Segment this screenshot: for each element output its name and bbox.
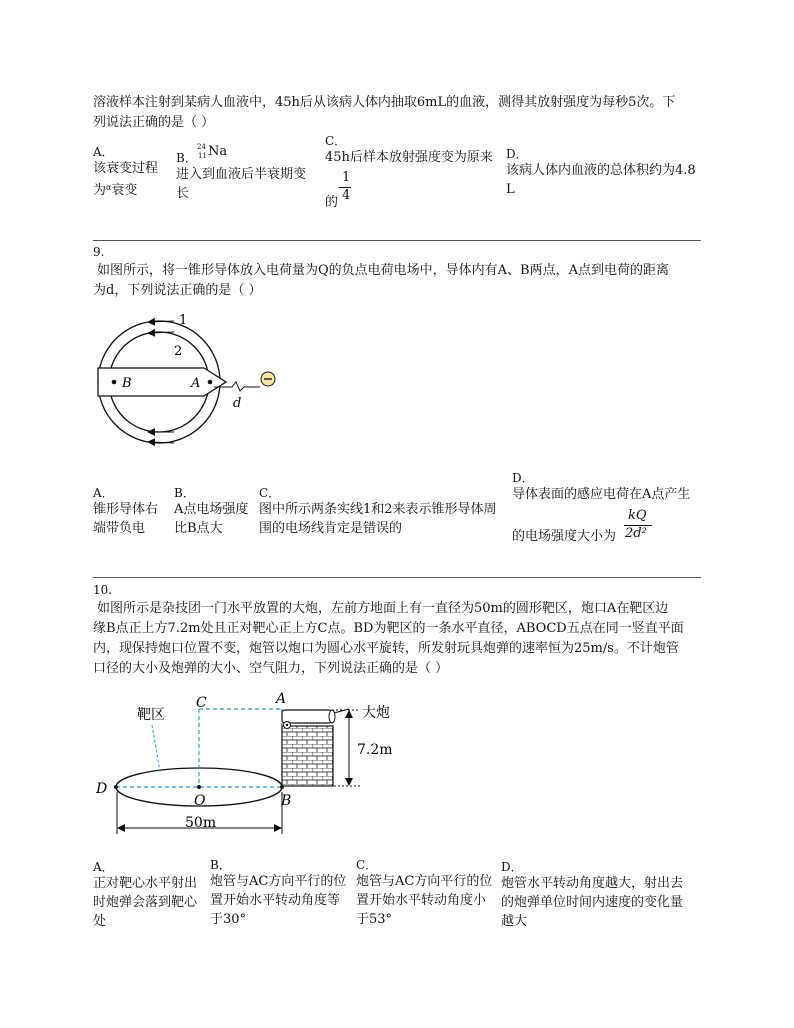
cannon-barrel <box>282 710 332 723</box>
q9-stem-line1: 如图所示，将一锥形导体放入电荷量为Q的负点电荷电场中，导体内有A、B两点，A点到电荷的距离 <box>97 263 669 278</box>
option-text: 炮管水平转动角度越大，射出去 <box>501 876 684 891</box>
option-text: 为 <box>93 183 107 198</box>
q8-stem-line2: 列说法正确的是（ ） <box>93 115 215 130</box>
fraction-numerator: kQ <box>628 508 647 523</box>
option-text: 导体表面的感应电荷在A点产生 <box>512 487 691 502</box>
option-label: C． <box>356 858 378 872</box>
option-text: 炮管与AC方向平行的位 <box>210 874 347 889</box>
option-label: A． <box>93 145 114 159</box>
option-text: 45h后样本放射强度变为原来 <box>325 150 493 165</box>
option-text: 正对靶心水平射出 <box>93 876 198 891</box>
cone-conductor <box>98 368 226 396</box>
divider <box>93 240 701 241</box>
option-label: D． <box>501 860 523 874</box>
fraction-denominator: 2d² <box>625 526 647 541</box>
option-text: 的 <box>325 195 339 210</box>
option-text: 该病人体内血液的总体积约为4.8 <box>506 163 696 178</box>
option-text: 于30° <box>210 912 247 927</box>
point-b-dot <box>112 380 117 385</box>
brick-platform <box>282 726 333 786</box>
q8-option-a[interactable] <box>93 145 168 200</box>
q10-option-b[interactable] <box>210 858 355 929</box>
point-label-b: B <box>281 793 292 809</box>
option-label: B． <box>176 151 197 165</box>
q10-stem-line1: 如图所示是杂技团一门水平放置的大炮，左前方地面上有一直径为50m的圆形靶区，炮口A在靶区边 <box>97 601 669 616</box>
option-text: 衰变 <box>111 183 138 198</box>
option-text: 图中所示两条实线1和2来表示锥形导体周 <box>259 502 497 517</box>
fraction-denominator: 4 <box>342 188 351 203</box>
option-label: B． <box>210 858 231 872</box>
q9-option-a[interactable] <box>93 486 173 538</box>
line-label-1: 1 <box>179 313 188 328</box>
height-label: 7.2m <box>357 742 393 758</box>
option-label: B． <box>174 486 195 500</box>
q9-option-b[interactable] <box>174 486 259 538</box>
fraction-numerator: 1 <box>342 170 351 185</box>
option-text: 炮管与AC方向平行的位 <box>356 874 493 889</box>
option-text: 锥形导体右 <box>93 502 159 517</box>
q9-option-c[interactable] <box>259 486 509 538</box>
option-text: 长 <box>176 186 190 201</box>
point-label-a: A <box>276 691 287 707</box>
target-area-label: 靶区 <box>137 707 165 723</box>
point-label-d: D <box>96 781 108 797</box>
q10-option-a[interactable] <box>93 860 208 931</box>
point-label-b: B <box>122 376 132 391</box>
q10-option-d[interactable] <box>501 860 706 931</box>
line-label-2: 2 <box>174 344 183 359</box>
option-text: 于53° <box>356 912 393 927</box>
point-label-c: C <box>196 695 207 711</box>
q8-stem-line1: 溶液样本注射到某病人血液中，45h后从该病人体内抽取6mL的血液，测得其放射强度为每秒5次。下 <box>93 95 676 110</box>
option-label: C． <box>325 134 347 148</box>
q8-option-d[interactable] <box>506 147 706 199</box>
option-label: A． <box>93 860 114 874</box>
option-label: A． <box>93 486 114 500</box>
q10-option-c[interactable] <box>356 858 501 929</box>
question-number: 10. <box>93 583 113 597</box>
q10-stem-line2: 缘B点正上方7.2m处且正对靶心正上方C点。BD为靶区的一条水平直径，ABOCD五点在同一竖直平面 <box>93 621 684 636</box>
option-text: 处 <box>93 914 107 929</box>
option-text: 置开始水平转动角度等 <box>210 893 341 908</box>
point-a-dot <box>208 380 213 385</box>
option-text: 进入到血液后半衰期变 <box>176 167 307 182</box>
option-text: L <box>506 182 515 197</box>
option-text: 该衰变过程 <box>93 161 159 176</box>
alpha-symbol: α <box>106 183 112 192</box>
q10-stem-line3: 内，现保持炮口位置不变，炮管以炮口为圆心水平旋转，所发射玩具炮弹的速率恒为25m/s。不计炮管 <box>93 641 679 656</box>
option-label: D． <box>506 147 528 161</box>
q9-stem-line2: 为d，下列说法正确的是（ ） <box>93 283 262 298</box>
point-label-o: O <box>194 793 206 809</box>
option-label: D． <box>512 471 534 485</box>
option-text: 越大 <box>501 914 528 929</box>
divider <box>93 577 701 578</box>
point-label-a: A <box>191 376 201 391</box>
option-text: 的炮弹单位时间内速度的变化量 <box>501 895 684 910</box>
mass-number: 24 <box>197 143 206 151</box>
option-text: 围的电场线肯定是错误的 <box>259 521 403 536</box>
target-pointer <box>152 725 160 772</box>
option-label: C． <box>259 486 281 500</box>
width-label: 50m <box>185 815 217 831</box>
option-text: 比B点大 <box>174 521 223 536</box>
atomic-number: 11 <box>198 152 207 160</box>
q8-option-b[interactable] <box>176 143 321 203</box>
q8-option-c[interactable] <box>325 134 505 210</box>
option-text: A点电场强度 <box>174 502 249 517</box>
question-number: 9. <box>93 245 105 259</box>
q10-stem-line4: 口径的大小及炮弹的大小、空气阻力，下列说法正确的是（ ） <box>93 661 449 676</box>
option-text: 时炮弹会落到靶心 <box>93 895 198 910</box>
option-text: 置开始水平转动角度小 <box>356 893 487 908</box>
q9-option-d[interactable] <box>512 471 712 546</box>
option-text: 的电场强度大小为 <box>512 529 617 544</box>
cannon-label: 大炮 <box>362 705 390 721</box>
option-text: 端带负电 <box>93 521 146 536</box>
cannon-target-diagram <box>92 688 412 838</box>
conductor-field-diagram <box>92 308 292 458</box>
element-symbol: Na <box>208 144 228 159</box>
distance-label: d <box>233 396 242 411</box>
